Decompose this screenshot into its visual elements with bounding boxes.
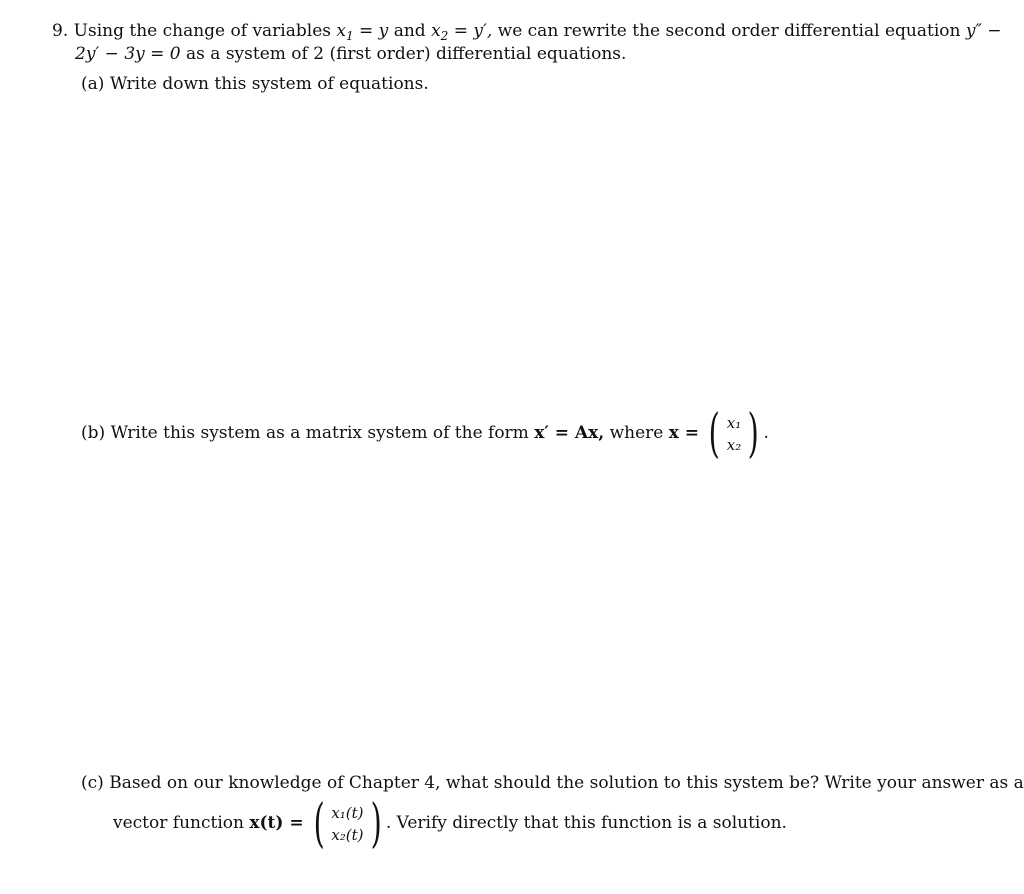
right-paren: ): [747, 403, 759, 464]
column-vector-xt: [309, 793, 386, 854]
vector-entry-x1: x₁: [726, 413, 742, 432]
period: .: [763, 423, 769, 443]
intro-text-2: we can rewrite the second order differential equation: [497, 21, 961, 41]
x2-definition: = y′,: [453, 21, 493, 41]
column-vector-x: [704, 403, 763, 464]
and-text: and: [393, 21, 426, 41]
problem-number: 9.: [52, 21, 69, 41]
part-b-label: (b): [81, 423, 106, 443]
part-c-line-1: [81, 772, 1024, 794]
intro-text-3: as a system of 2 (first order) differential equations.: [186, 44, 627, 64]
right-paren: ): [370, 793, 382, 854]
problem-line-1: 9. Using the change of variables $x_1 = y$ and $x_2 = y'$, we can rewrite the second order differential equation y″ −: [52, 21, 1002, 43]
part-a: [81, 73, 429, 95]
intro-text-1: Using the change of variables: [73, 21, 331, 41]
matrix-form: x′ = Ax,: [534, 423, 605, 443]
part-a-text: Write down this system of equations.: [109, 74, 429, 94]
part-c-text-2: vector function: [113, 813, 244, 833]
left-paren: (: [313, 793, 325, 854]
part-c-text-3: . Verify directly that this function is a solution.: [385, 813, 787, 833]
vector-x: x =: [668, 423, 700, 443]
part-c-label: (c): [81, 773, 104, 793]
part-b: [81, 403, 769, 464]
vector-entry-x2t: x₂(t): [331, 825, 364, 844]
part-c-text-1: Based on our knowledge of Chapter 4, what should the solution to this system be? Write your answer as a: [109, 773, 1024, 793]
vector-entry-x2: x₂: [726, 435, 742, 454]
ode-end: 2y′ − 3y = 0: [75, 44, 181, 64]
vector-entry-x1t: x₁(t): [331, 803, 364, 822]
x1-definition: = y: [359, 21, 389, 41]
part-b-text: Write this system as a matrix system of the form: [110, 423, 529, 443]
vector-function: x(t) =: [249, 813, 304, 833]
problem-line-2: [75, 43, 626, 65]
part-a-label: (a): [81, 74, 105, 94]
left-paren: (: [709, 403, 721, 464]
ode-start: y″ −: [965, 21, 1002, 41]
where-text: where: [609, 423, 664, 443]
part-c-line-2: [113, 793, 787, 854]
